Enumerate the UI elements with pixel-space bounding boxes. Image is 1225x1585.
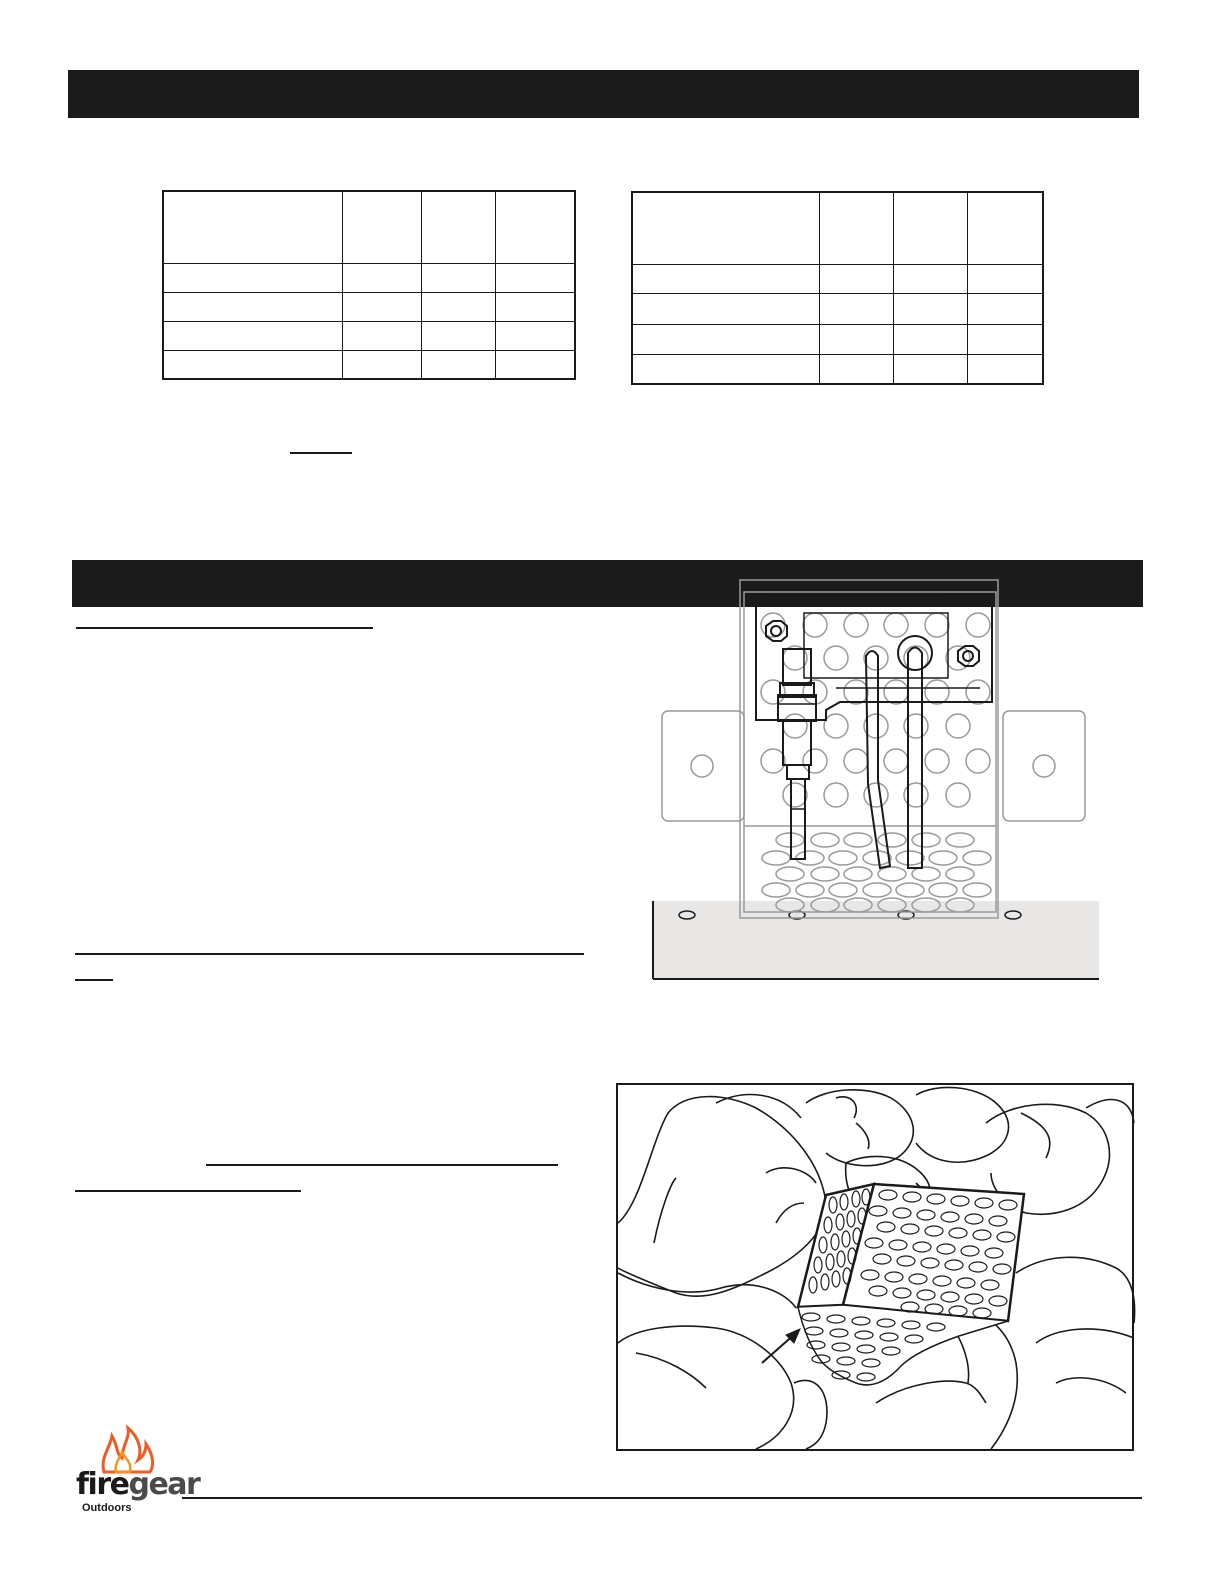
table-cell [632,324,820,354]
underline-heading-1 [76,627,373,629]
underline-heading-2 [75,953,584,955]
table-cell [422,191,496,263]
table-cell [820,192,894,264]
table-cell [894,192,968,264]
brand-gear: gear [128,1467,200,1502]
table-cell [968,293,1044,324]
table-cell [894,324,968,354]
table-cell [632,354,820,384]
table-cell [968,354,1044,384]
table-cell [163,321,343,350]
table-cell [820,264,894,293]
table-cell [632,264,820,293]
brand-fire: fire [76,1467,129,1502]
table-cell [422,292,496,321]
lava-rock-illustration [616,1083,1136,1453]
table-cell [632,293,820,324]
table-cell [422,263,496,292]
table-cell [343,292,422,321]
brand-sub: Outdoors [82,1502,132,1514]
section-header-bar-top [68,70,1139,118]
brand-wordmark [76,1467,200,1502]
table-cell [496,292,576,321]
firegear-logo [76,1428,200,1526]
footer-rule [182,1497,1142,1499]
table-cell [422,321,496,350]
table-cell [163,292,343,321]
table-cell [422,350,496,379]
table-cell [343,350,422,379]
table-cell [496,350,576,379]
table-cell [894,293,968,324]
underline-heading-2b [75,979,113,981]
spec-table-left [162,190,576,380]
pilot-assembly-illustration [640,578,1110,988]
table-cell [163,350,343,379]
table-cell [496,321,576,350]
table-cell [496,263,576,292]
table-cell [820,293,894,324]
table-cell [163,263,343,292]
table-cell [894,264,968,293]
table-cell [820,354,894,384]
table-cell [632,192,820,264]
table-cell [343,321,422,350]
table-cell [496,191,576,263]
table-cell [343,191,422,263]
table-cell [343,263,422,292]
spec-table-right [631,191,1044,385]
table-cell [163,191,343,263]
table-cell [820,324,894,354]
underline-mark [290,452,352,454]
table-cell [968,264,1044,293]
table-cell [968,192,1044,264]
underline-heading-3 [206,1164,558,1166]
table-cell [968,324,1044,354]
underline-heading-3b [75,1190,301,1192]
table-cell [894,354,968,384]
